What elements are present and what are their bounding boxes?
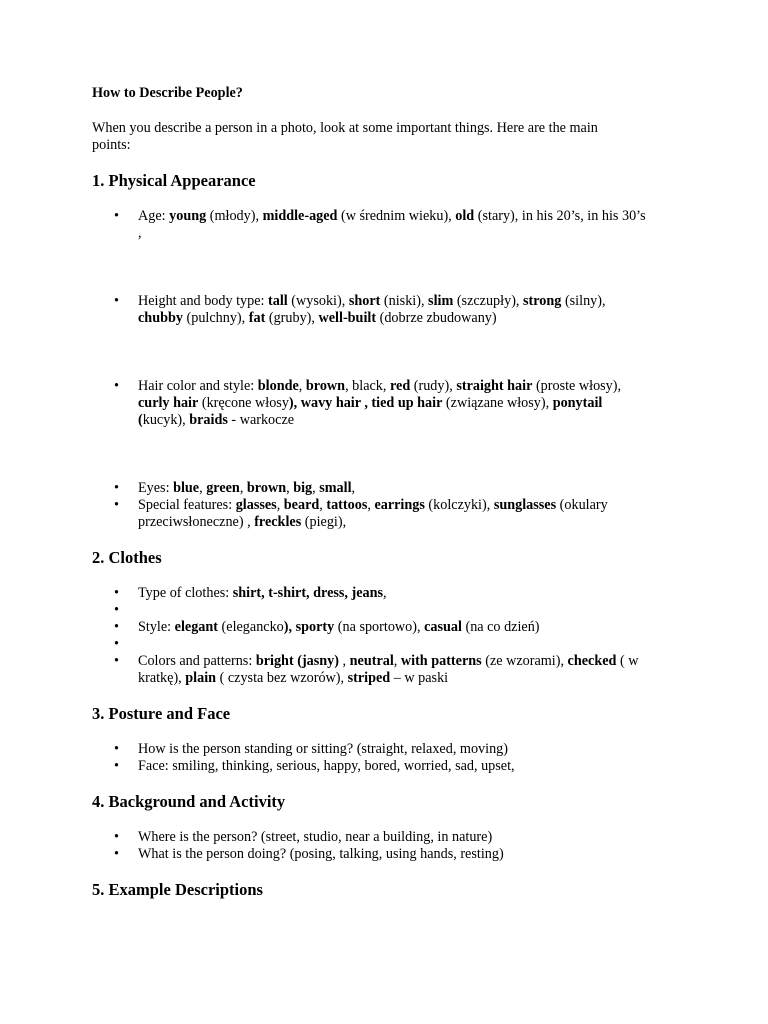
list-item-empty (92, 602, 648, 619)
bold-term: shirt, t-shirt, dress, jeans (232, 585, 384, 601)
bold-term: brown (246, 480, 287, 496)
list-item-eyes (92, 480, 648, 497)
bold-term: ponytail ( (138, 395, 603, 428)
bold-term: old (455, 208, 475, 224)
text-run: , (339, 653, 350, 669)
bold-term: braids (189, 412, 228, 428)
physical-appearance-list (92, 208, 652, 531)
text-run: , (351, 480, 356, 496)
text-run: , black, (345, 378, 390, 394)
text-run: (niski), (380, 293, 429, 309)
bold-term: blonde (257, 378, 299, 394)
text-run: , (298, 378, 306, 394)
text-run: (szczupły), (453, 293, 524, 309)
text-run: kucyk), (142, 412, 190, 428)
text-run: , (239, 480, 247, 496)
bold-term: plain (185, 670, 217, 686)
bold-term: glasses (235, 497, 277, 513)
bold-term: bright (jasny) (255, 653, 339, 669)
bold-term: brown (305, 378, 346, 394)
section-heading-physical-appearance: 1. Physical Appearance (92, 171, 256, 190)
bold-term: curly hair (138, 395, 199, 411)
text-run: Eyes: (138, 480, 174, 496)
list-item-age (92, 208, 648, 242)
list-item-special-features (92, 497, 648, 531)
text-run: (dobrze zbudowany) (376, 310, 497, 326)
bold-term: red (389, 378, 411, 394)
list-item-empty (92, 636, 648, 653)
text-run: ( w kratkę), (138, 653, 639, 686)
text-run: (związane włosy), (442, 395, 553, 411)
text-run: , (286, 480, 294, 496)
list-item-height-body (92, 293, 648, 327)
text-run: (rudy), (410, 378, 457, 394)
text-run: (okulary przeciwsłoneczne) , (138, 497, 608, 530)
intro-paragraph: When you describe a person in a photo, look at some important things. Here are the main points: (92, 120, 598, 153)
text-run: Face: smiling, thinking, serious, happy, bored, worried, sad, upset, (138, 758, 515, 774)
text-run: Special features: (138, 497, 236, 513)
bold-term: neutral (349, 653, 394, 669)
text-run: Where is the person? (street, studio, near a building, in nature) (138, 829, 493, 845)
list-item-posture (92, 741, 648, 758)
text-run: Height and body type: (138, 293, 269, 309)
text-run: (młody), (206, 208, 263, 224)
clothes-list (92, 585, 652, 687)
bold-term: with patterns (400, 653, 482, 669)
list-item-where (92, 829, 648, 846)
background-activity-list (92, 829, 652, 863)
text-run: (piegi), (301, 514, 347, 530)
text-run: (proste włosy), (532, 378, 622, 394)
text-run: Type of clothes: (138, 585, 233, 601)
bold-term: sunglasses (493, 497, 557, 513)
bold-term: young (169, 208, 207, 224)
text-run: , (383, 585, 387, 601)
list-item-face (92, 758, 648, 775)
text-run: , (393, 653, 401, 669)
section-heading-example-descriptions: 5. Example Descriptions (92, 880, 263, 899)
text-run: , (276, 497, 284, 513)
list-item-type-of-clothes (92, 585, 648, 602)
bold-term: fat (248, 310, 266, 326)
bold-term: tattoos (326, 497, 368, 513)
text-run: (na co dzień) (461, 619, 540, 635)
bold-term: ), wavy hair , tied up hair (288, 395, 443, 411)
bold-term: ), sporty (283, 619, 335, 635)
bold-term: elegant (174, 619, 218, 635)
list-item-colors-patterns (92, 653, 648, 687)
text-run: – w paski (390, 670, 449, 686)
bold-term: tall (268, 293, 288, 309)
text-run: (wysoki), (287, 293, 349, 309)
document-page (92, 85, 652, 900)
bold-term: small (319, 480, 352, 496)
text-run: Hair color and style: (138, 378, 258, 394)
bold-term: straight hair (456, 378, 533, 394)
text-run: Style: (138, 619, 175, 635)
text-run: ( czysta bez wzorów), (216, 670, 348, 686)
text-run: (elegancko (218, 619, 284, 635)
bold-term: short (348, 293, 381, 309)
section-heading-clothes: 2. Clothes (92, 548, 162, 567)
section-heading-posture-face: 3. Posture and Face (92, 704, 231, 723)
posture-face-list (92, 741, 652, 775)
bold-term: middle-aged (262, 208, 338, 224)
bold-term: striped (347, 670, 391, 686)
bold-term: earrings (374, 497, 425, 513)
text-run: What is the person doing? (posing, talking, using hands, resting) (138, 846, 504, 862)
bold-term: casual (424, 619, 462, 635)
text-run: (gruby), (265, 310, 319, 326)
text-run: (ze wzorami), (481, 653, 568, 669)
bold-term: strong (523, 293, 562, 309)
text-run: (na sportowo), (334, 619, 425, 635)
text-run: (w średnim wieku), (337, 208, 456, 224)
text-run: How is the person standing or sitting? (straight, relaxed, moving) (138, 741, 508, 757)
text-run: , (319, 497, 327, 513)
bold-term: big (293, 480, 313, 496)
bold-term: chubby (138, 310, 183, 326)
list-item-style (92, 619, 648, 636)
bold-term: slim (428, 293, 454, 309)
text-run: (silny), (561, 293, 606, 309)
bold-term: freckles (254, 514, 302, 530)
text-run: Age: (138, 208, 170, 224)
bold-term: checked (567, 653, 617, 669)
list-item-hair (92, 378, 648, 429)
document-title: How to Describe People? (92, 85, 243, 101)
text-run: Colors and patterns: (138, 653, 256, 669)
list-item-what-doing (92, 846, 648, 863)
bold-term: green (206, 480, 240, 496)
text-run: , (199, 480, 207, 496)
bold-term: blue (173, 480, 200, 496)
text-run: (pulchny), (182, 310, 249, 326)
text-run: , (367, 497, 375, 513)
bold-term: beard (283, 497, 320, 513)
bold-term: well-built (318, 310, 377, 326)
text-run: (kolczyki), (424, 497, 494, 513)
section-heading-background-activity: 4. Background and Activity (92, 792, 286, 811)
text-run: (stary), in his 20’s, in his 30’s , (138, 208, 646, 241)
text-run: (kręcone włosy (198, 395, 289, 411)
text-run: , (312, 480, 320, 496)
text-run: - warkocze (227, 412, 295, 428)
